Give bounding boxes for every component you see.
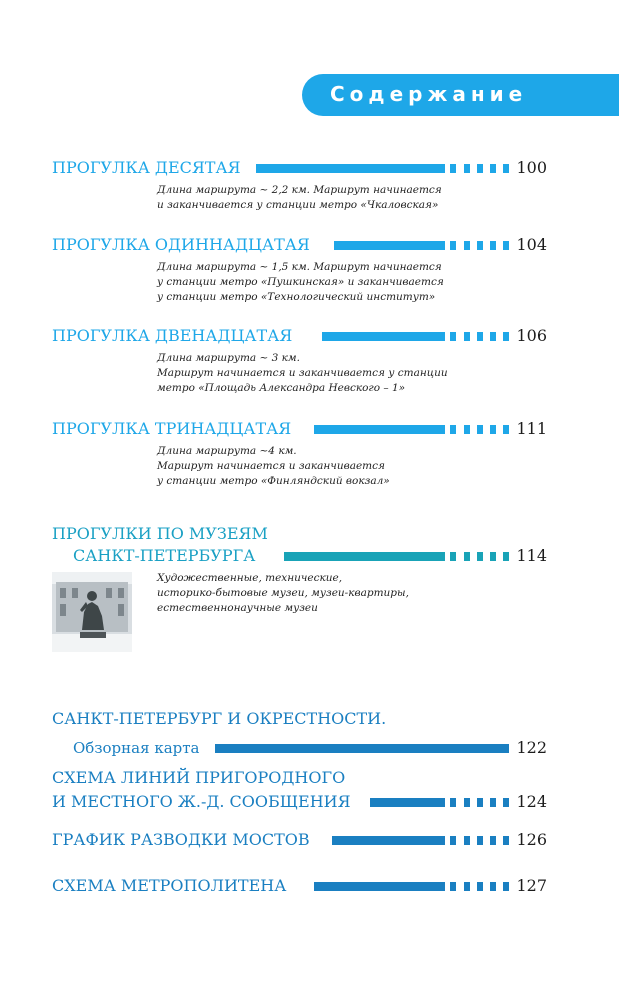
entry-description: Длина маршрута ~4 км. Маршрут начинается и заканчивается у станции метро «Финляндский вокзал» (157, 445, 390, 487)
page-number: 122 (516, 738, 547, 757)
entry-title[interactable]: СХЕМА МЕТРОПОЛИТЕНА (52, 876, 287, 895)
page-number: 111 (516, 419, 547, 438)
leader-bar (314, 882, 445, 891)
entry-description: Длина маршрута ~ 2,2 км. Маршрут начинается и заканчивается у станции метро «Чкаловская» (157, 184, 442, 211)
entry-title-line2[interactable]: Обзорная карта (73, 739, 200, 757)
toc-entry[interactable] (0, 875, 619, 897)
entry-title[interactable]: ГРАФИК РАЗВОДКИ МОСТОВ (52, 830, 310, 849)
entry-title[interactable]: ПРОГУЛКА ДВЕНАДЦАТАЯ (52, 326, 293, 345)
leader-bar (322, 332, 445, 341)
page-number: 104 (516, 235, 547, 254)
toc-entry[interactable] (0, 234, 619, 303)
page-number: 100 (516, 158, 547, 177)
leader-bar (332, 836, 445, 845)
toc-entry[interactable] (0, 325, 619, 394)
leader-bar (334, 241, 445, 250)
entry-title-line1[interactable]: СХЕМА ЛИНИЙ ПРИГОРОДНОГО (52, 768, 346, 787)
entry-title[interactable]: ПРОГУЛКА ДЕСЯТАЯ (52, 158, 241, 177)
page-number: 114 (516, 546, 547, 565)
entry-title-line1[interactable]: ПРОГУЛКИ ПО МУЗЕЯМ (52, 524, 268, 543)
entry-description: Длина маршрута ~ 3 км. Маршрут начинается и заканчивается у станции метро «Площадь Александра Невского – 1» (157, 352, 448, 394)
toc-entry[interactable] (0, 157, 619, 211)
page-number: 126 (516, 830, 547, 849)
toc-entry[interactable] (0, 418, 619, 487)
page-number: 106 (516, 326, 547, 345)
entry-description: Длина маршрута ~ 1,5 км. Маршрут начинается у станции метро «Пушкинская» и заканчивается у станции метро «Технологический институт» (157, 261, 444, 303)
toc-entry[interactable] (0, 523, 619, 567)
contents-banner (302, 74, 619, 116)
entry-title[interactable]: ПРОГУЛКА ОДИННАДЦАТАЯ (52, 235, 310, 254)
toc-entry[interactable] (0, 767, 619, 813)
leader-bar (284, 552, 445, 561)
leader-bar (215, 744, 509, 753)
toc-entry[interactable] (0, 829, 619, 851)
page-number: 124 (516, 792, 547, 811)
leader-bar (314, 425, 445, 434)
entry-title-line1[interactable]: САНКТ-ПЕТЕРБУРГ И ОКРЕСТНОСТИ. (52, 709, 387, 728)
entry-description: Художественные, технические, историко-бытовые музеи, музеи-квартиры, естественнонаучные музеи (157, 572, 409, 614)
toc-entry[interactable] (0, 708, 619, 759)
entry-title-line2[interactable]: И МЕСТНОГО Ж.-Д. СООБЩЕНИЯ (52, 792, 351, 811)
entry-title-line2[interactable]: САНКТ-ПЕТЕРБУРГА (73, 546, 256, 565)
leader-bar (256, 164, 445, 173)
page-title: Содержание (330, 82, 528, 106)
entry-title[interactable]: ПРОГУЛКА ТРИНАДЦАТАЯ (52, 419, 292, 438)
museum-photo (52, 572, 132, 652)
leader-bar (370, 798, 445, 807)
page-number: 127 (516, 876, 547, 895)
